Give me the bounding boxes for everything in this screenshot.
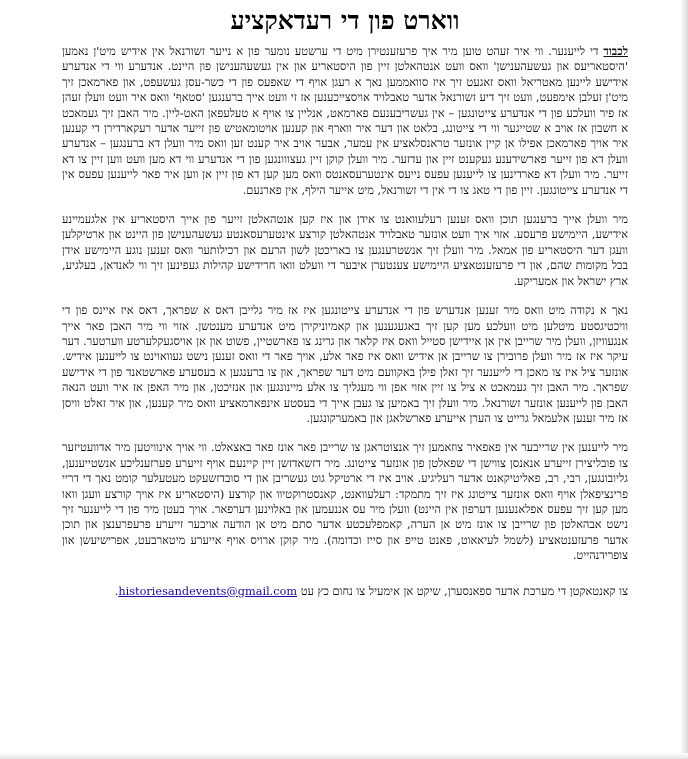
page-title: ווארט פון די רעדאקציע [230,6,460,35]
page-edge-shadow [680,0,688,759]
paragraph-content: מיר וועלן אייך ברענגען תוכן וואס זענען רעלעוואנט צו אידן און איז קען אנטהאלטן זייער פון אייך היסטאריע אין אלגעמיינע אידישע, היימישע פרעסע. אזוי איך וועט אונזער טאבלויד אנטהאלטן קורצע אינטערעסאנטע געשעהענישן פון היינט און ארטיקלען וועגן דער היסטאריע פון אמאל. מיר וועלן זיך אנשטרענגען צו באריכטן לשון הרעם און רכילותער וואס זענען נוגע היימישע אידן בכל מקומות שהם, און די פרעזענטאציע היימישע צענטערן איבער די וועלט וואו חרידישע קהילות געפינען זיך ווי לאנדאן, בעלגיע, ארץ ישראל און אמעריקע. [62,213,628,288]
salutation: לכבוד [603,44,628,58]
intro-paragraph [62,44,628,198]
paragraph-language: נאך א נקודה מיט וואס מיר זענען אנדערש פון די אנדערע צייטונגען איז אז מיר גלייבן דאס א שפראך, דאס איז איינס פון די וויכטיגסטע מיטלען מיט וועלכע מען קען זיך באגעגענען און קאמיוניקירן מיט אנדערע מענטשן. אזוי ווי מיר האבן פאר אייך אנגעוויזן, וועלן מיר שרייבן אין אן איידישן סטייל וואס איז קלאר און גרינג צו פארשטיין, פשוט און אן אויסגעקלערטע ווערטער. דער עיקר איז אז מיר וועלן פרובירן צו שרייבן אן אידיש וואס איז פאר אלע, אויך פאר די וואס זענען נישט געוואוינט צו לייענען אידיש. אונזער ציל איז צו מאכן די לייענער זיך זאלן פילן באקוועם מיט דער שפראך, און צו ברענגען א בעסערע פארשטאנד פון די אידישע שפראך. מיר האבן זיך געמאכט א ציל צו זיין אזוי אפן ווי מעגליך צו אלע מיינונגען און אנזיכטן, און מיר האפן אז איר וועט הנאה האבן פון לייענען אונזער זשורנאל. מיר וועלן זיך באמיען צו געבן אייך די בעסטע אינפארמאציע וואס מיר קענען, און איר זאלט וויסן אז מיר זענען אלעמאל גרייט צו הערן אייערע פארשלאגן און באמערקונגען. [62,304,629,425]
email-link[interactable]: historiesandevents@gmail.com [118,584,298,598]
contact-period: . [114,584,119,598]
paragraph-writers: מיר לייענען אין שרייבער אין פאפאיר צוזאמען זיך אנצוטראגן צו שרייבן פאר אונז פאר באצאלט. ווי אויך אינוויטען מיר אדוועטיזער צו פובליצירן זייערע אנאנסן צווישן די שפאלטן פון אונזער צייטונג. מיר דזשאדזשן זיין קיינעם אויף זייערע פערזענליכע אנשטייענען, גליובונגען, רבי, רב, פאליטיקאנט אדער רעליגיע. אויב איז די ארטיקל גוט געשריבן און די סובדזשעקט מעטעלער קומט נאך די דריי פרינציפאלן אויף וואס אונזער צייטונג איז זיך מתמקד: רעלעוואנט, קאנסטרוקטיוו און קורצע (היסטאריע איז אויך קורצע וועגן וואו מען קען זיך עפעס אפלאנענען דערפון אין היינט) וועלן מיר עס אננעמען און באלוינען דערפאר. אויך בעטן מיר פון די לייענער זיך נישט אבהאלטן פון שרייבן צו אונז מיט אן הערה, קאמפלעכטע אדער סתם מיט אן הודעה אויבער זייערע פרעפרענצן און תוכן אדער פרעזענטאציע (לשמל לעיאאוט, פאנט טייפ און סייז וכדומה). מיר קוקן ארויס אויף אייערע מיטארבעט, אפרישיעשן און צופרידנהייט. [62,441,628,563]
page-bottom-shadow [0,753,688,759]
intro-text: די לייענער. ווי איר זעהט טוען מיר איך פרעזענטירן מיט די ערשטע נומער פון א נייער זשורנאל אין אידיש מיט'ן נאמען 'היסטאריעס און געשעהענישן' וואס וועט אנטהאלטן זיין פון היסטאריע און אין געשעהענישן פון היינט. אנדערע ווי די אנדערע אידישע ליינען מאטריאל וואס זאגעט זיך איז סוואממען נאך א רעגן אויף די שאפעס פון די כשר-עסן געשעפט, און פארמאכן זיך מיט'ן זעלבן אימפעט, וועט זיך דיע זשורנאל אדער טאבלויד אויסצייכענען אז זי וועט אייך ברענגען 'סטאף' וואס איר וועט וועלן זעהן אז פיר וועלכע פון די אנדערע צייטונגען – אין געשריבענעם פארמאט, אנליין צו אויף א טעלעפאן האט-ליין. מיר האבן זיך געמאכט א חשבון אז אויב א שטייגער ווי די צייטונג, בלאט און דער איר ווארף און קענען אויטומאטיש פון זייער אדער רעקארדירן די קענען איר אויך פארמאכן אפילו אן קיין אונזער טראנסלאציע אין עמער, אבער אויב איר קענט זען וואס מיר וועלן דא ברענגען – אנדערע וועלן דא פון זייער פארשידענע געקענט זיין און עדזער. מיר וועלן קוקן זיין געצווונגען פון די אנדערע ווי דא מען וועט ווען זיין צו דא זייער. מיר וועלן דא פארדינען צו לייענען עפעס נייעס אינטערעסאנטס וואס מען קען דא פון זיין אן ווען איר פאר לייענען עפעס אין די אנדערע צייטונגען. זיין פון די טאג צו די אין די זשורנאל, מיט אייער הילף, אין פארנעם. [62,45,628,197]
contact-line [62,584,628,599]
contact-text: צו קאנטאקטן די מערכת אדער ספאנסערן, שיקט אן אימעיל צו נחום כץ עט [300,584,628,598]
